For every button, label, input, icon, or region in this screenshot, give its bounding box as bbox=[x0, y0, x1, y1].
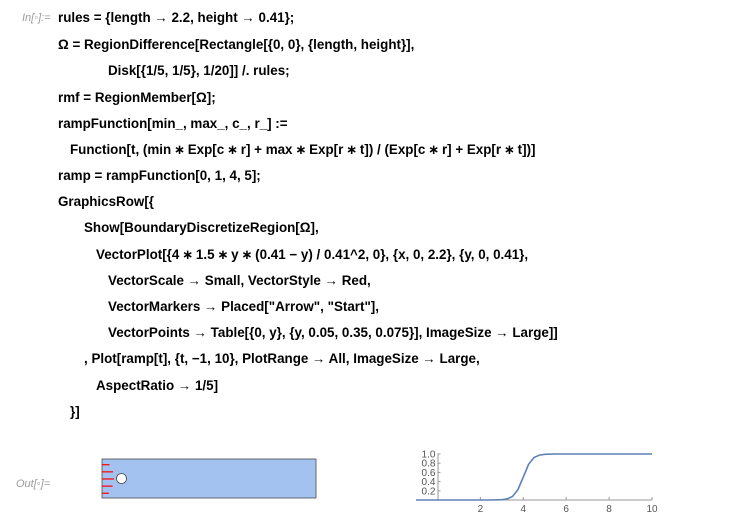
x-tick-label: 6 bbox=[563, 504, 569, 515]
code-line[interactable]: Show[BoundaryDiscretizeRegion[Ω], bbox=[84, 220, 319, 235]
code-line[interactable]: rules = {length → 2.2, height → 0.41}; bbox=[58, 10, 295, 25]
y-tick-label: 0.8 bbox=[421, 458, 436, 470]
code-line[interactable]: VectorMarkers → Placed["Arrow", "Start"], bbox=[108, 299, 379, 314]
y-tick-label: 1.0 bbox=[421, 449, 436, 461]
code-line[interactable]: VectorScale → Small, VectorStyle → Red, bbox=[108, 273, 371, 288]
ramp-plot[interactable] bbox=[416, 450, 658, 516]
x-tick-label: 10 bbox=[646, 504, 658, 515]
y-tick-label: 0.4 bbox=[421, 477, 436, 489]
x-tick-label: 2 bbox=[477, 504, 484, 515]
code-line[interactable]: AspectRatio → 1/5] bbox=[96, 378, 219, 393]
region-plot[interactable] bbox=[102, 459, 316, 498]
graphics-row-output[interactable] bbox=[0, 445, 755, 525]
x-tick-label: 8 bbox=[606, 504, 612, 515]
output-prompt-label: Out[◦]= bbox=[16, 478, 51, 490]
code-line[interactable]: rampFunction[min_, max_, c_, r_] := bbox=[58, 116, 288, 131]
region-hole bbox=[117, 474, 127, 484]
input-prompt-label: In[◦]:= bbox=[22, 12, 51, 24]
region-rectangle bbox=[102, 459, 316, 498]
code-line[interactable]: }] bbox=[70, 404, 80, 419]
ramp-curve bbox=[416, 454, 652, 500]
code-line[interactable]: rmf = RegionMember[Ω]; bbox=[58, 90, 216, 105]
y-tick-label: 0.2 bbox=[421, 486, 436, 498]
code-line[interactable]: Disk[{1/5, 1/5}, 1/20]] /. rules; bbox=[108, 63, 290, 78]
code-line[interactable]: GraphicsRow[{ bbox=[58, 194, 154, 209]
code-line[interactable]: VectorPlot[{4 ∗ 1.5 ∗ y ∗ (0.41 − y) / 0.41^2, 0}, {x, 0, 2.2}, {y, 0, 0.41}, bbox=[96, 247, 529, 262]
code-line[interactable]: ramp = rampFunction[0, 1, 4, 5]; bbox=[58, 168, 261, 183]
code-line[interactable]: VectorPoints → Table[{0, y}, {y, 0.05, 0.35, 0.075}], ImageSize → Large]] bbox=[108, 325, 558, 340]
code-line[interactable]: Function[t, (min ∗ Exp[c ∗ r] + max ∗ Exp[r ∗ t]) / (Exp[c ∗ r] + Exp[r ∗ t])] bbox=[70, 142, 536, 157]
output-graphics bbox=[0, 445, 755, 525]
y-tick-label: 0.6 bbox=[421, 467, 436, 479]
code-line[interactable]: Ω = RegionDifference[Rectangle[{0, 0}, {length, height}], bbox=[58, 37, 415, 52]
code-line[interactable]: , Plot[ramp[t], {t, −1, 10}, PlotRange → All, ImageSize → Large, bbox=[84, 351, 480, 366]
x-tick-label: 4 bbox=[520, 504, 527, 515]
